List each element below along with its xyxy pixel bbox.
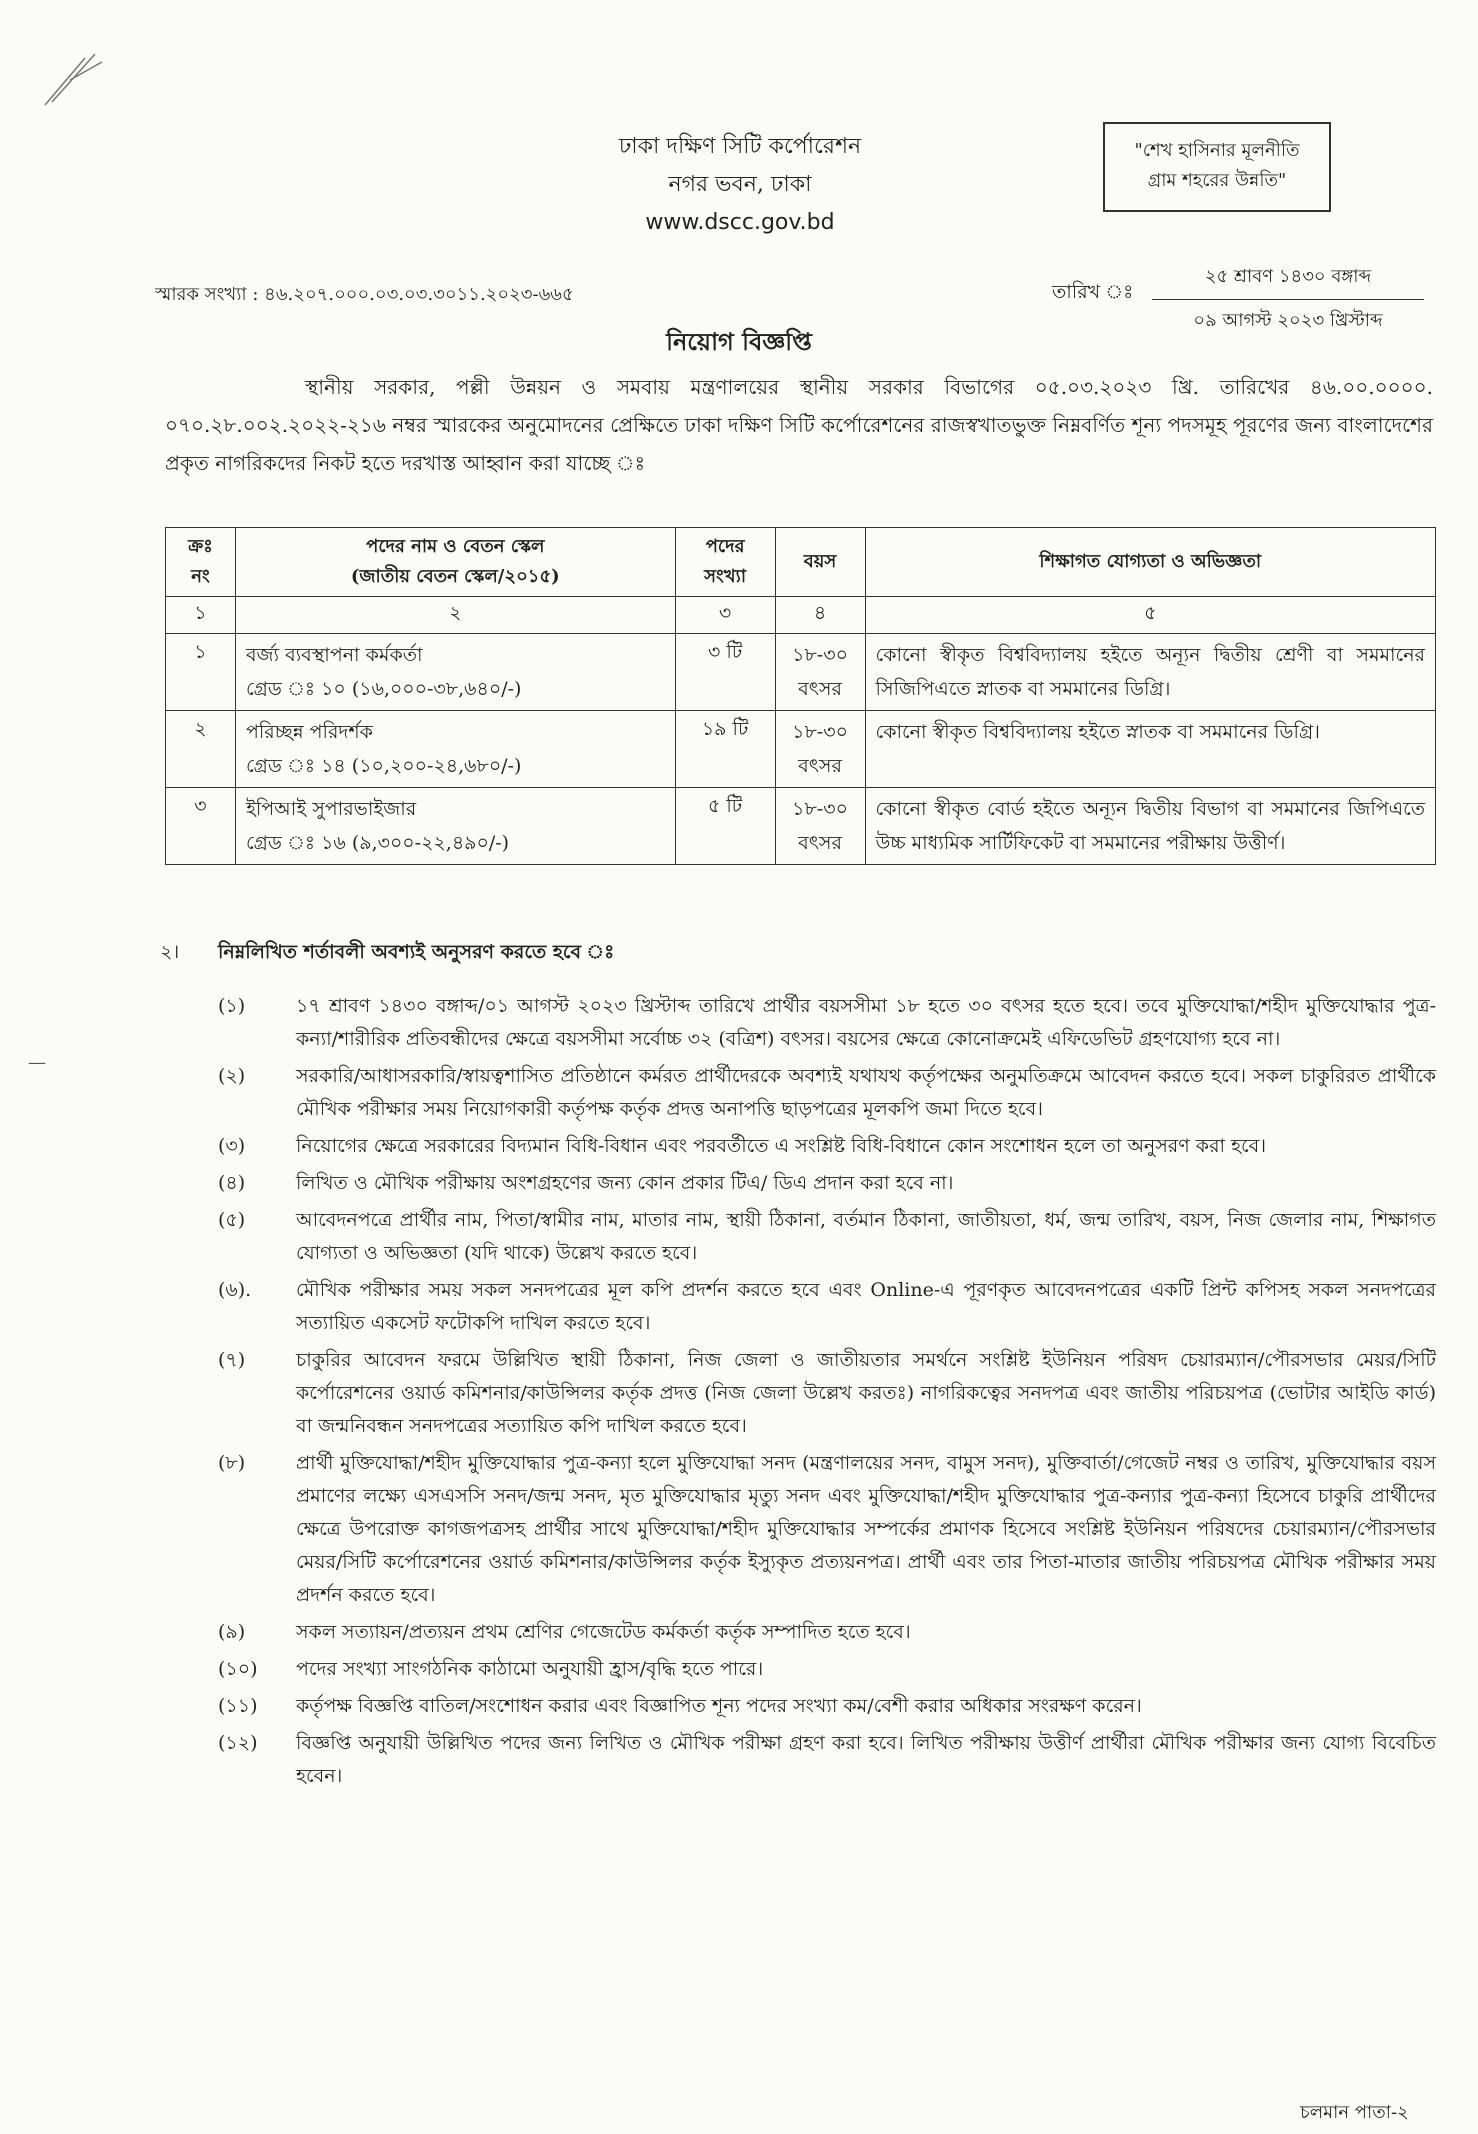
- condition-text: ১৭ শ্রাবণ ১৪৩০ বঙ্গাব্দ/০১ আগস্ট ২০২৩ খ্রিস্টাব্দ তারিখে প্রার্থীর বয়সসীমা ১৮ হতে ৩০ বৎসর হতে হবে। তবে মুক্তিযোদ্ধা/শহীদ মুক্তিযোদ্ধার পুত্র-কন্যা/শারীরিক প্রতিবন্ধীদের ক্ষেত্রে বয়সসীমা সর্বোচ্চ ৩২ (বত্রিশ) বৎসর। বয়সের ক্ষেত্রে কোনোক্রমেই এফিডেভিট গ্রহণযোগ্য হবে না।: [296, 995, 1436, 1050]
- header-qualification: শিক্ষাগত যোগ্যতা ও অভিজ্ঞতা: [865, 528, 1435, 597]
- condition-item: [218, 1616, 1436, 1649]
- condition-number: (১): [218, 995, 246, 1017]
- condition-text: পদের সংখ্যা সাংগঠনিক কাঠামো অনুযায়ী হ্রাস/বৃদ্ধি হতে পারে।: [296, 1658, 764, 1680]
- row-age: [775, 634, 865, 711]
- post-name: বর্জ্য ব্যবস্থাপনা কর্মকর্তা: [245, 644, 423, 666]
- condition-item: [218, 1653, 1436, 1686]
- letterhead: [500, 128, 980, 242]
- memo-number: স্মারক সংখ্যা : ৪৬.২০৭.০০০.০৩.০৩.৩০১১.২০২৩-৬৬৫: [155, 284, 574, 305]
- condition-item: [218, 1690, 1436, 1723]
- column-number: ৪: [775, 597, 865, 634]
- row-post: [235, 788, 675, 865]
- pen-scratch-mark: [40, 50, 110, 110]
- margin-mark: —: [28, 1052, 46, 1073]
- date-bangla: ২৫ শ্রাবণ ১৪৩০ বঙ্গাব্দ: [1204, 266, 1372, 287]
- age-unit: বৎসর: [798, 755, 842, 777]
- condition-number: (৪): [218, 1172, 246, 1194]
- notice-title: নিয়োগ বিজ্ঞপ্তি: [666, 327, 812, 356]
- row-count: ৫ টি: [675, 788, 775, 865]
- condition-item: [218, 990, 1436, 1056]
- website-link[interactable]: www.dscc.gov.bd: [645, 210, 835, 235]
- condition-item: [218, 1130, 1436, 1163]
- row-serial: ২: [166, 711, 236, 788]
- table-header-row: [166, 528, 1436, 597]
- conditions-list: [218, 990, 1436, 1797]
- row-serial: ৩: [166, 788, 236, 865]
- header-post-line-1: পদের নাম ও বেতন স্কেল: [366, 536, 545, 557]
- intro-text: স্থানীয় সরকার, পল্লী উন্নয়ন ও সমবায় মন্ত্রণালয়ের স্থানীয় সরকার বিভাগের ০৫.০৩.২০২৩ খ্রি. তারিখের ৪৬.০০.০০০০. ০৭০.২৮.০০২.২০২২-২১৬ নম্বর স্মারকের অনুমোদনের প্রেক্ষিতে ঢাকা দক্ষিণ সিটি কর্পোরেশনের রাজস্বখাতভুক্ত নিম্নবর্ণিত শূন্য পদসমূহ পূরণের জন্য বাংলাদেশের প্রকৃত নাগরিকদের নিকট হতে দরখাস্ত আহ্বান করা যাচ্ছে ঃ: [165, 375, 1433, 475]
- org-name: ঢাকা দক্ষিণ সিটি কর্পোরেশন: [618, 134, 862, 159]
- condition-text: আবেদনপত্রে প্রার্থীর নাম, পিতা/স্বামীর নাম, মাতার নাম, স্থায়ী ঠিকানা, বর্তমান ঠিকানা, জাতীয়তা, ধর্ম, জন্ম তারিখ, বয়স, নিজ জেলার নাম, শিক্ষাগত যোগ্যতা ও অভিজ্ঞতা (যদি থাকে) উল্লেখ করতে হবে।: [296, 1209, 1436, 1264]
- header-post-line-2: (জাতীয় বেতন স্কেল/২০১৫): [350, 566, 560, 587]
- header-serial: ক্রঃ নং: [166, 528, 236, 597]
- header-count: [675, 528, 775, 597]
- table-row: [166, 711, 1436, 788]
- date-label: তারিখ ঃ: [1052, 281, 1134, 303]
- age-unit: বৎসর: [798, 832, 842, 854]
- row-qualification: কোনো স্বীকৃত বিশ্ববিদ্যালয় হইতে অন্যূন দ্বিতীয় শ্রেণী বা সমমানের সিজিপিএতে স্নাতক বা সমমানের ডিগ্রি।: [865, 634, 1435, 711]
- section-title: নিম্নলিখিত শর্তাবলী অবশ্যই অনুসরণ করতে হবে ঃ: [218, 941, 615, 963]
- condition-number: (১১): [218, 1695, 258, 1717]
- condition-item: [218, 1060, 1436, 1126]
- condition-number: (১২): [218, 1732, 258, 1754]
- condition-text: কর্তৃপক্ষ বিজ্ঞপ্তি বাতিল/সংশোধন করার এবং বিজ্ঞাপিত শূন্য পদের সংখ্যা কম/বেশী করার অধিকার সংরক্ষণ করেন।: [296, 1695, 1142, 1717]
- condition-number: (৫): [218, 1209, 246, 1231]
- post-name: পরিচ্ছন্ন পরিদর্শক: [245, 721, 373, 743]
- condition-number: (৩): [218, 1135, 246, 1157]
- motto-line-2: গ্রাম শহরের উন্নতি": [1147, 170, 1287, 191]
- condition-text: মৌখিক পরীক্ষার সময় সকল সনদপত্রের মূল কপি প্রদর্শন করতে হবে এবং Online-এ পূরণকৃত আবেদনপত্রের একটি প্রিন্ট কপিসহ সকল সনদপত্রের সত্যায়িত একসেট ফটোকপি দাখিল করতে হবে।: [296, 1279, 1436, 1334]
- header-age: বয়স: [775, 528, 865, 597]
- condition-text: লিখিত ও মৌখিক পরীক্ষায় অংশগ্রহণের জন্য কোন প্রকার টিএ/ ডিএ প্রদান করা হবে না।: [296, 1172, 954, 1194]
- row-age: [775, 711, 865, 788]
- row-serial: ১: [166, 634, 236, 711]
- condition-text: নিয়োগের ক্ষেত্রে সরকারের বিদ্যমান বিধি-বিধান এবং পরবর্তীতে এ সংশ্লিষ্ট বিধি-বিধানে কোন সংশোধন হলে তা অনুসরণ করা হবে।: [296, 1135, 1267, 1157]
- age-range: ১৮-৩০: [792, 644, 848, 666]
- row-post: [235, 711, 675, 788]
- section-number: ২।: [160, 941, 180, 963]
- motto-box: [1103, 122, 1331, 212]
- continuation-note: চলমান পাতা-২: [1300, 2102, 1409, 2123]
- age-range: ১৮-৩০: [792, 721, 848, 743]
- condition-item: [218, 1167, 1436, 1200]
- row-count: ১৯ টি: [675, 711, 775, 788]
- header-count-line-2: সংখ্যা: [704, 566, 747, 587]
- header-post: [235, 528, 675, 597]
- posts-table: [165, 527, 1436, 865]
- condition-number: (১০): [218, 1658, 258, 1680]
- condition-text: বিজ্ঞপ্তি অনুযায়ী উল্লিখিত পদের জন্য লিখিত ও মৌখিক পরীক্ষা গ্রহণ করা হবে। লিখিত পরীক্ষায় উত্তীর্ণ প্রার্থীরা মৌখিক পরীক্ষার জন্য যোগ্য বিবেচিত হবেন।: [296, 1732, 1436, 1787]
- age-unit: বৎসর: [798, 678, 842, 700]
- condition-text: চাকুরির আবেদন ফরমে উল্লিখিত স্থায়ী ঠিকানা, নিজ জেলা ও জাতীয়তার সমর্থনে সংশ্লিষ্ট ইউনিয়ন পরিষদ চেয়ারম্যান/পৌরসভার মেয়র/সিটি কর্পোরেশনের ওয়ার্ড কমিশনার/কাউন্সিলর কর্তৃক প্রদত্ত (নিজ জেলা উল্লেখ করতঃ) নাগরিকত্বের সনদপত্র এবং জাতীয় পরিচয়পত্র (ভোটার আইডি কার্ড) বা জন্মনিবন্ধন সনদপত্রের সত্যায়িত কপি দাখিল করতে হবে।: [296, 1349, 1436, 1437]
- post-grade: গ্রেড ঃ ১৪ (১০,২০০-২৪,৬৮০/-): [245, 755, 522, 777]
- section-2-heading: [160, 938, 614, 970]
- condition-item: [218, 1274, 1436, 1340]
- post-grade: গ্রেড ঃ ১০ (১৬,০০০-৩৮,৬৪০/-): [245, 678, 522, 700]
- age-range: ১৮-৩০: [792, 798, 848, 820]
- row-age: [775, 788, 865, 865]
- condition-number: (৯): [218, 1621, 246, 1643]
- condition-item: [218, 1204, 1436, 1270]
- condition-number: (৭): [218, 1349, 246, 1371]
- condition-text: সরকারি/আধাসরকারি/স্বায়ত্বশাসিত প্রতিষ্ঠানে কর্মরত প্রার্থীদেরকে অবশ্যই যথাযথ কর্তৃপক্ষের অনুমতিক্রমে আবেদন করতে হবে। সকল চাকুরিরত প্রার্থীকে মৌখিক পরীক্ষার সময় নিয়োগকারী কর্তৃপক্ষ কর্তৃক প্রদত্ত অনাপত্তি ছাড়পত্রের মূলকপি জমা দিতে হবে।: [296, 1065, 1436, 1120]
- table-row: [166, 634, 1436, 711]
- column-number-row: [166, 597, 1436, 634]
- column-number: ৫: [865, 597, 1435, 634]
- post-name: ইপিআই সুপারভাইজার: [245, 798, 417, 820]
- post-grade: গ্রেড ঃ ১৬ (৯,৩০০-২২,৪৯০/-): [245, 832, 510, 854]
- column-number: ১: [166, 597, 236, 634]
- condition-item: [218, 1727, 1436, 1793]
- building-name: নগর ভবন, ঢাকা: [668, 172, 812, 197]
- table-row: [166, 788, 1436, 865]
- condition-item: [218, 1344, 1436, 1443]
- condition-item: [218, 1447, 1436, 1612]
- row-qualification: কোনো স্বীকৃত বিশ্ববিদ্যালয় হইতে স্নাতক বা সমমানের ডিগ্রি।: [865, 711, 1435, 788]
- motto-line-1: "শেখ হাসিনার মূলনীতি: [1134, 140, 1300, 161]
- condition-number: (৬).: [218, 1279, 252, 1301]
- condition-number: (৮): [218, 1452, 246, 1474]
- header-count-line-1: পদের: [705, 536, 745, 557]
- condition-text: প্রার্থী মুক্তিযোদ্ধা/শহীদ মুক্তিযোদ্ধার পুত্র-কন্যা হলে মুক্তিযোদ্ধা সনদ (মন্ত্রণালয়ের সনদ, বামুস সনদ), মুক্তিবার্তা/গেজেট নম্বর ও তারিখ, মুক্তিযোদ্ধার বয়স প্রমাণের লক্ষ্যে এসএসসি সনদ/জন্ম সনদ, মৃত মুক্তিযোদ্ধার মৃত্যু সনদ এবং মুক্তিযোদ্ধা/শহীদ মুক্তিযোদ্ধার পুত্র-কন্যার পুত্র-কন্যা হিসেবে চাকুরি প্রার্থীদের ক্ষেত্রে উপরোক্ত কাগজপত্রসহ প্রার্থীর সাথে মুক্তিযোদ্ধা/শহীদ মুক্তিযোদ্ধার সম্পর্কের প্রমাণক হিসেবে সংশ্লিষ্ট ইউনিয়ন পরিষদের চেয়ারম্যান/পৌরসভার মেয়র/সিটি কর্পোরেশনের ওয়ার্ড কমিশনার/কাউন্সিলর কর্তৃক ইস্যুকৃত প্রত্যয়নপত্র। প্রার্থী এবং তার পিতা-মাতার জাতীয় পরিচয়পত্র মৌখিক পরীক্ষার সময় প্রদর্শন করতে হবে।: [296, 1452, 1436, 1606]
- row-count: ৩ টি: [675, 634, 775, 711]
- column-number: ২: [235, 597, 675, 634]
- row-qualification: কোনো স্বীকৃত বোর্ড হইতে অন্যূন দ্বিতীয় বিভাগ বা সমমানের জিপিএতে উচ্চ মাধ্যমিক সার্টিফিকেট বা সমমানের পরীক্ষায় উত্তীর্ণ।: [865, 788, 1435, 865]
- condition-number: (২): [218, 1065, 246, 1087]
- date-gregorian: ০৯ আগস্ট ২০২৩ খ্রিস্টাব্দ: [1193, 310, 1383, 331]
- row-post: [235, 634, 675, 711]
- column-number: ৩: [675, 597, 775, 634]
- condition-text: সকল সত্যায়ন/প্রত্যয়ন প্রথম শ্রেণির গেজেটেড কর্মকর্তা কর্তৃক সম্পাদিত হতে হবে।: [296, 1621, 911, 1643]
- intro-paragraph: [165, 368, 1433, 482]
